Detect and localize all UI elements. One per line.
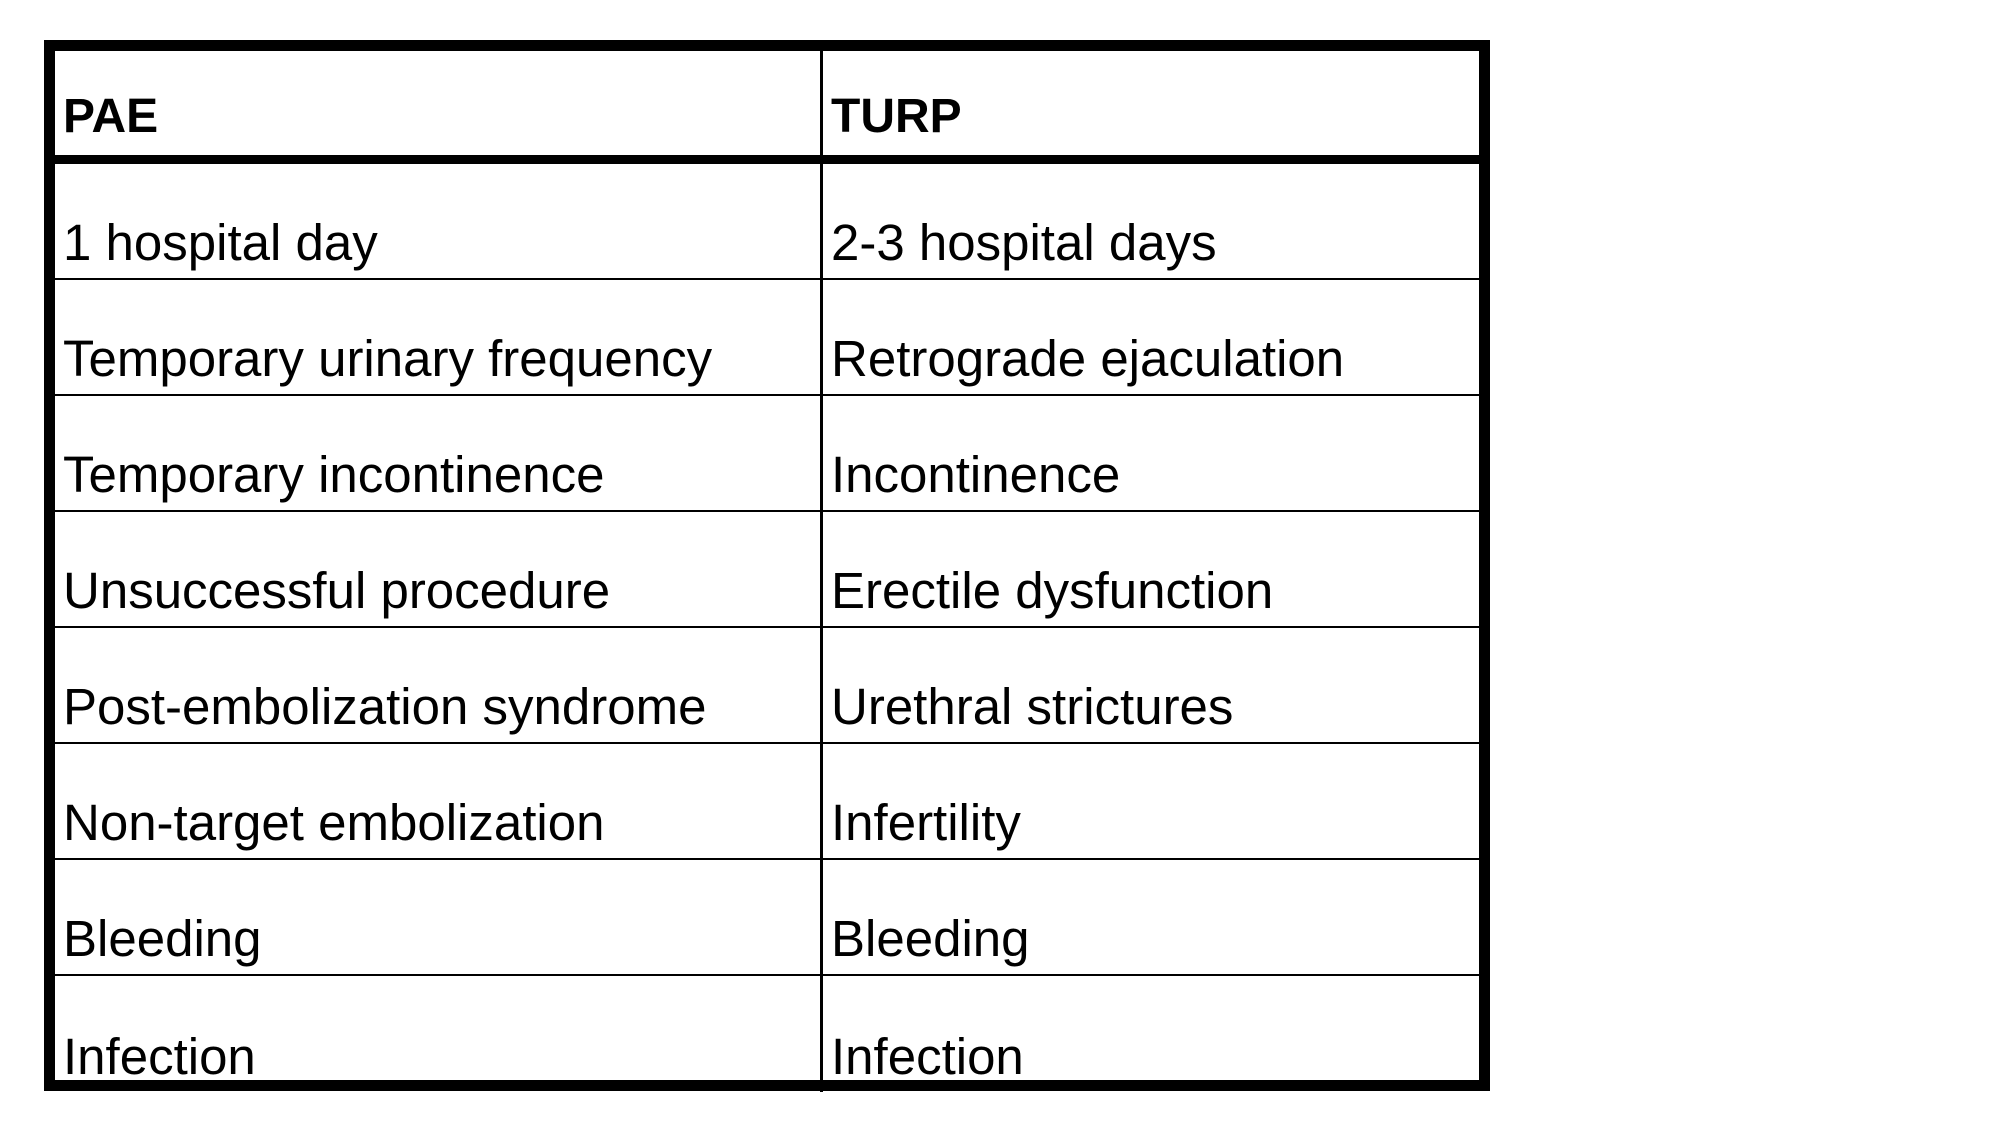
table-cell-turp: Urethral strictures	[823, 628, 1487, 744]
table-cell-pae: Temporary urinary frequency	[55, 280, 823, 396]
table-cell-turp: Infection	[831, 1028, 1024, 1085]
table-cell-pae: Infection	[55, 976, 823, 1092]
table-cell-pae: Temporary incontinence	[55, 396, 823, 512]
table-cell-turp: Incontinence	[823, 396, 1487, 512]
table-cell-turp: Erectile dysfunction	[823, 512, 1487, 628]
table-cell-turp: 2-3 hospital days	[823, 164, 1487, 280]
table-cell-pae: 1 hospital day	[55, 164, 823, 280]
header-pae: PAE	[55, 51, 823, 164]
table-grid	[55, 51, 1479, 1085]
table-cell-turp: Infertility	[823, 744, 1487, 860]
comparison-table	[44, 40, 1490, 1091]
table-cell-pae: Unsuccessful procedure	[55, 512, 823, 628]
table-cell-turp: Retrograde ejaculation	[823, 280, 1487, 396]
table-cell-pae: Post-embolization syndrome	[55, 628, 823, 744]
table-cell-pae: Non-target embolization	[55, 744, 823, 860]
table-cell-turp: Bleeding	[823, 860, 1487, 976]
header-turp: TURP	[823, 51, 1487, 164]
table-cell-pae: Bleeding	[55, 860, 823, 976]
